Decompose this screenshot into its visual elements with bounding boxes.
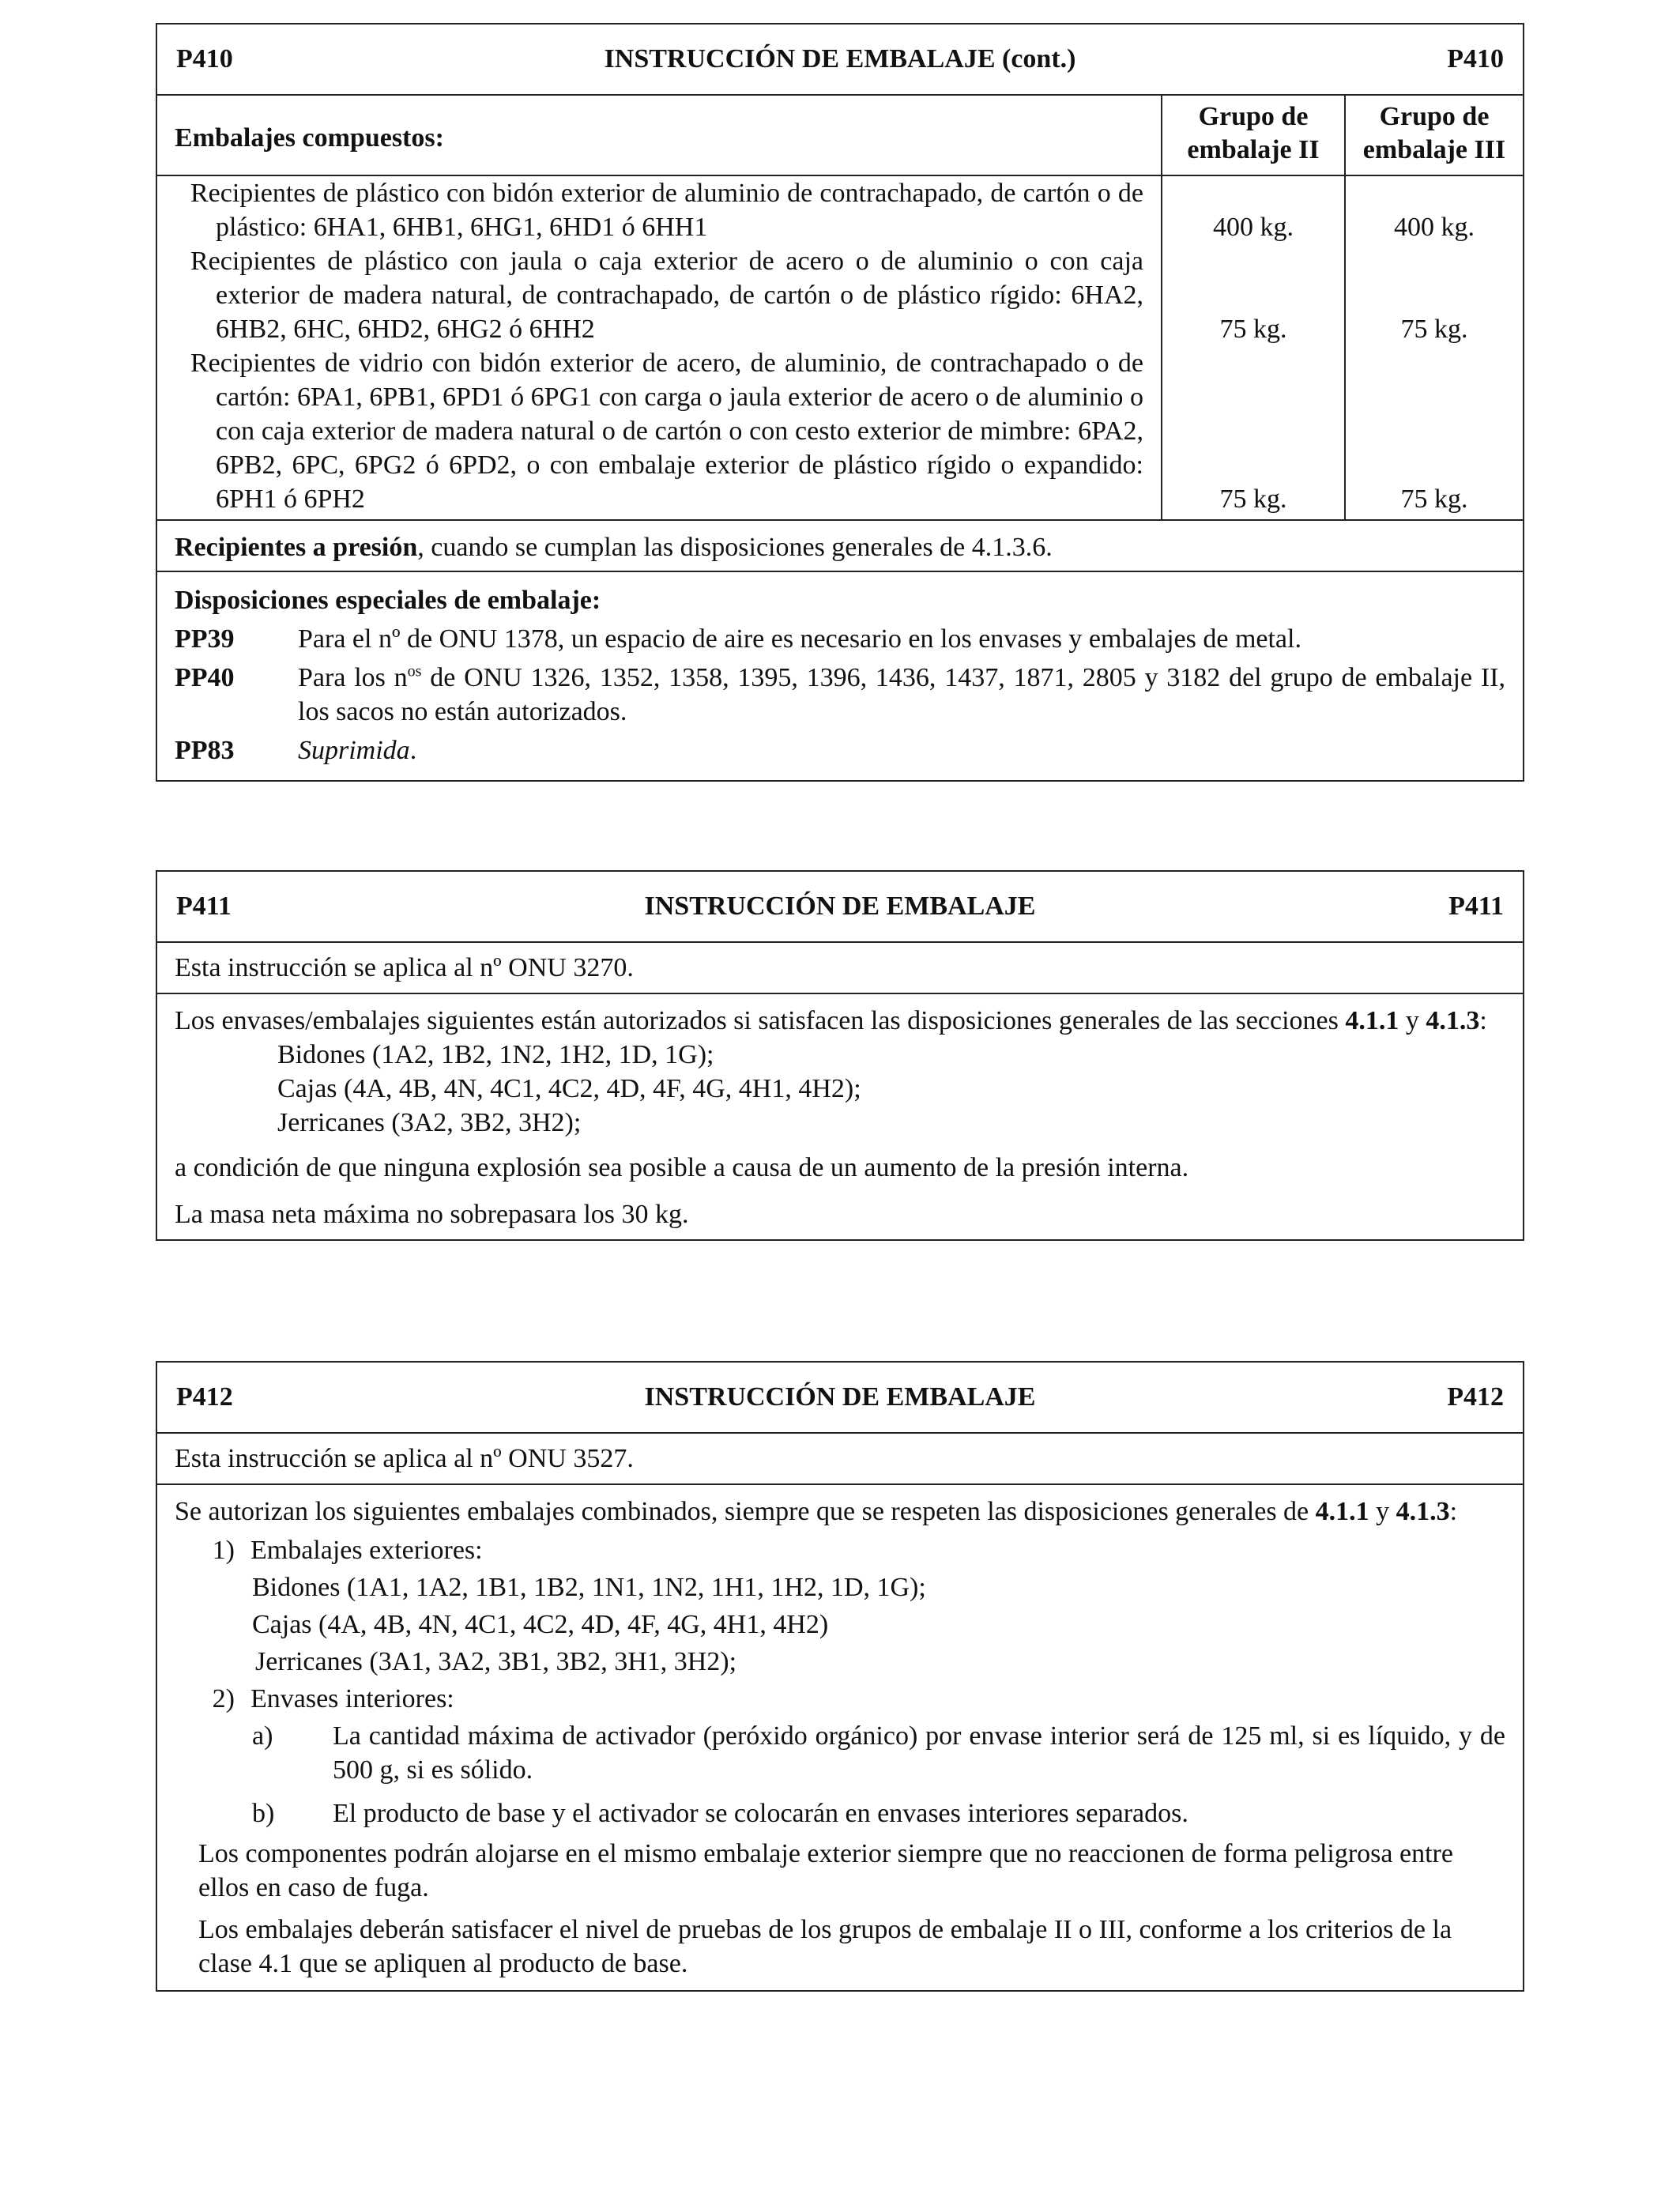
pp40-text-b: de ONU 1326, 1352, 1358, 1395, 1396, 1436, 1437, 1871, 2805 y 3182 del grupo de embalaje II, los sacos no están autorizados. bbox=[298, 663, 1505, 726]
p410-row-2-text: Recipientes de plástico con jaula o caja exterior de acero o de aluminio o con caja exterior de madera natural, de contrachapado, de cartón o de plástico rígido: 6HA2, 6HB2, 6HC, 6HD2, 6HG2 ó 6HH2 bbox=[190, 247, 1143, 344]
p412-applies: Esta instrucción se aplica al nº ONU 3527. bbox=[157, 1434, 1523, 1485]
p412-a-label: a) bbox=[252, 1721, 273, 1751]
p412-intro-y: y bbox=[1369, 1497, 1396, 1526]
p412-para1: Los componentes podrán alojarse en el mismo embalaje exterior siempre que no reaccionen de forma peligrosa entre ellos en caso de fuga. bbox=[198, 1839, 1453, 1902]
p412-a-text: La cantidad máxima de activador (peróxido orgánico) por envase interior será de 125 ml, si es líquido, y de 500 g, si es sólido. bbox=[333, 1721, 1505, 1785]
pp83-text bbox=[298, 733, 1505, 767]
pp83-text-italic: Suprimida bbox=[298, 736, 410, 765]
p412-inner-b bbox=[175, 1796, 1505, 1830]
p411-intro-a: Los envases/embalajes siguientes están autorizados si satisfacen las disposiciones generales de las secciones bbox=[175, 1006, 1346, 1035]
p412-b-label: b) bbox=[252, 1799, 275, 1828]
pp83-dot: . bbox=[409, 736, 417, 765]
p410-special-title: Disposiciones especiales de embalaje: bbox=[175, 586, 601, 615]
p410-group2-values bbox=[1162, 176, 1346, 519]
p412-code-left: P412 bbox=[176, 1382, 233, 1412]
pp40-text-a: Para los n bbox=[298, 663, 408, 692]
p410-pressure-bold: Recipientes a presión bbox=[175, 533, 418, 562]
p412-outer-1: Bidones (1A1, 1A2, 1B1, 1B2, 1N1, 1N2, 1H1, 1H2, 1D, 1G); bbox=[252, 1573, 926, 1602]
p410-row-2-g2: 75 kg. bbox=[1219, 315, 1287, 344]
p410-pressure bbox=[157, 521, 1523, 572]
p412-para2: Los embalajes deberán satisfacer el nivel de pruebas de los grupos de embalaje II o III, conforme a los criterios de la clase 4.1 que se apliquen al producto de base. bbox=[198, 1915, 1452, 1978]
p412-b-text: El producto de base y el activador se colocarán en envases interiores separados. bbox=[333, 1799, 1188, 1828]
p411-body bbox=[157, 994, 1523, 1239]
p410-pp83 bbox=[175, 733, 1505, 767]
p410-row-1-g2: 400 kg. bbox=[1213, 213, 1294, 242]
p411-intro bbox=[175, 1004, 1505, 1038]
p410-special bbox=[157, 572, 1523, 780]
p410-row-3-g2: 75 kg. bbox=[1219, 484, 1287, 514]
p412-intro-ref1: 4.1.1 bbox=[1315, 1497, 1369, 1526]
p410-row-2-g3: 75 kg. bbox=[1400, 315, 1468, 344]
p410-header bbox=[157, 25, 1523, 96]
p412-outer-2: Cajas (4A, 4B, 4N, 4C1, 4C2, 4D, 4F, 4G, 4H1, 4H2) bbox=[252, 1610, 829, 1639]
p410-row-3-text: Recipientes de vidrio con bidón exterior de acero, de aluminio, de contrachapado o de cartón: 6PA1, 6PB1, 6PD1 ó 6PG1 con carga o jaula exterior de acero o de aluminio o con caja exterior de madera natural o de cartón o con cesto exterior de mimbre: 6PA2, 6PB2, 6PC, 6PG2 ó 6PD2, o con embalaje exterior de plástico rígido o expandido: 6PH1 ó 6PH2 bbox=[190, 349, 1143, 514]
pp83-code: PP83 bbox=[175, 736, 235, 765]
p411-intro-ref2: 4.1.3 bbox=[1426, 1006, 1480, 1035]
p411-code-right: P411 bbox=[1448, 892, 1504, 921]
p410-pp39 bbox=[175, 622, 1505, 656]
p410-table-body bbox=[157, 176, 1523, 521]
pp39-text: Para el nº de ONU 1378, un espacio de aire es necesario en los envases y embalajes de metal. bbox=[298, 624, 1301, 654]
p411-box bbox=[156, 870, 1524, 1241]
p410-pp40 bbox=[175, 661, 1505, 729]
p412-n1-label: Embalajes exteriores: bbox=[250, 1536, 483, 1565]
p411-intro-ref1: 4.1.1 bbox=[1345, 1006, 1399, 1035]
p410-box bbox=[156, 23, 1524, 782]
p412-n1: 1) bbox=[212, 1536, 235, 1565]
p410-row-3-g3: 75 kg. bbox=[1400, 484, 1468, 514]
p410-code-left: P410 bbox=[176, 44, 233, 74]
p410-col-head: Embalajes compuestos: bbox=[157, 96, 1162, 175]
p411-mass: La masa neta máxima no sobrepasara los 30 kg. bbox=[175, 1200, 689, 1229]
p412-intro-colon: : bbox=[1449, 1497, 1458, 1526]
p411-condition: a condición de que ninguna explosión sea posible a causa de un aumento de la presión interna. bbox=[175, 1153, 1189, 1182]
p410-pressure-rest: , cuando se cumplan las disposiciones generales de 4.1.3.6. bbox=[417, 533, 1053, 562]
p412-n2: 2) bbox=[212, 1684, 235, 1713]
p412-inner-a bbox=[175, 1719, 1505, 1787]
p412-header bbox=[157, 1363, 1523, 1434]
pp40-text bbox=[298, 661, 1505, 729]
p411-item-3: Jerricanes (3A2, 3B2, 3H2); bbox=[277, 1108, 582, 1137]
p410-items bbox=[157, 176, 1162, 519]
p411-code-left: P411 bbox=[176, 892, 232, 921]
p410-title: INSTRUCCIÓN DE EMBALAJE (cont.) bbox=[604, 44, 1076, 74]
p412-outer-3: Jerricanes (3A1, 3A2, 3B1, 3B2, 3H1, 3H2); bbox=[255, 1647, 737, 1676]
p410-group3-head: Grupo de embalaje III bbox=[1362, 102, 1506, 164]
p411-intro-y: y bbox=[1399, 1006, 1426, 1035]
p412-n2-label: Envases interiores: bbox=[250, 1684, 454, 1713]
p411-item-2: Cajas (4A, 4B, 4N, 4C1, 4C2, 4D, 4F, 4G, 4H1, 4H2); bbox=[277, 1074, 861, 1103]
p412-box bbox=[156, 1361, 1524, 1992]
p411-item-1: Bidones (1A2, 1B2, 1N2, 1H2, 1D, 1G); bbox=[277, 1040, 714, 1069]
p410-table-header bbox=[157, 96, 1523, 176]
p411-header bbox=[157, 872, 1523, 943]
p412-title: INSTRUCCIÓN DE EMBALAJE bbox=[644, 1382, 1036, 1412]
pp40-sup: os bbox=[407, 662, 422, 680]
pp39-code: PP39 bbox=[175, 624, 235, 654]
p412-intro-a: Se autorizan los siguientes embalajes combinados, siempre que se respeten las disposiciones generales de bbox=[175, 1497, 1316, 1526]
p410-row-1-text: Recipientes de plástico con bidón exterior de aluminio de contrachapado, de cartón o de plástico: 6HA1, 6HB1, 6HG1, 6HD1 ó 6HH1 bbox=[190, 179, 1143, 242]
p412-intro bbox=[175, 1495, 1505, 1529]
p411-applies: Esta instrucción se aplica al nº ONU 3270. bbox=[157, 943, 1523, 994]
p411-title: INSTRUCCIÓN DE EMBALAJE bbox=[644, 892, 1036, 921]
p412-outer-heading bbox=[175, 1533, 1505, 1567]
p410-group2-head: Grupo de embalaje II bbox=[1162, 96, 1346, 175]
p410-group3-values bbox=[1346, 176, 1523, 519]
p410-code-right: P410 bbox=[1447, 44, 1504, 74]
p410-row-1-g3: 400 kg. bbox=[1394, 213, 1475, 242]
p412-intro-ref2: 4.1.3 bbox=[1396, 1497, 1450, 1526]
p412-inner-heading bbox=[175, 1682, 1505, 1716]
pp40-code: PP40 bbox=[175, 663, 235, 692]
p411-intro-colon: : bbox=[1479, 1006, 1487, 1035]
p412-code-right: P412 bbox=[1447, 1382, 1504, 1412]
p412-body bbox=[157, 1485, 1523, 1990]
